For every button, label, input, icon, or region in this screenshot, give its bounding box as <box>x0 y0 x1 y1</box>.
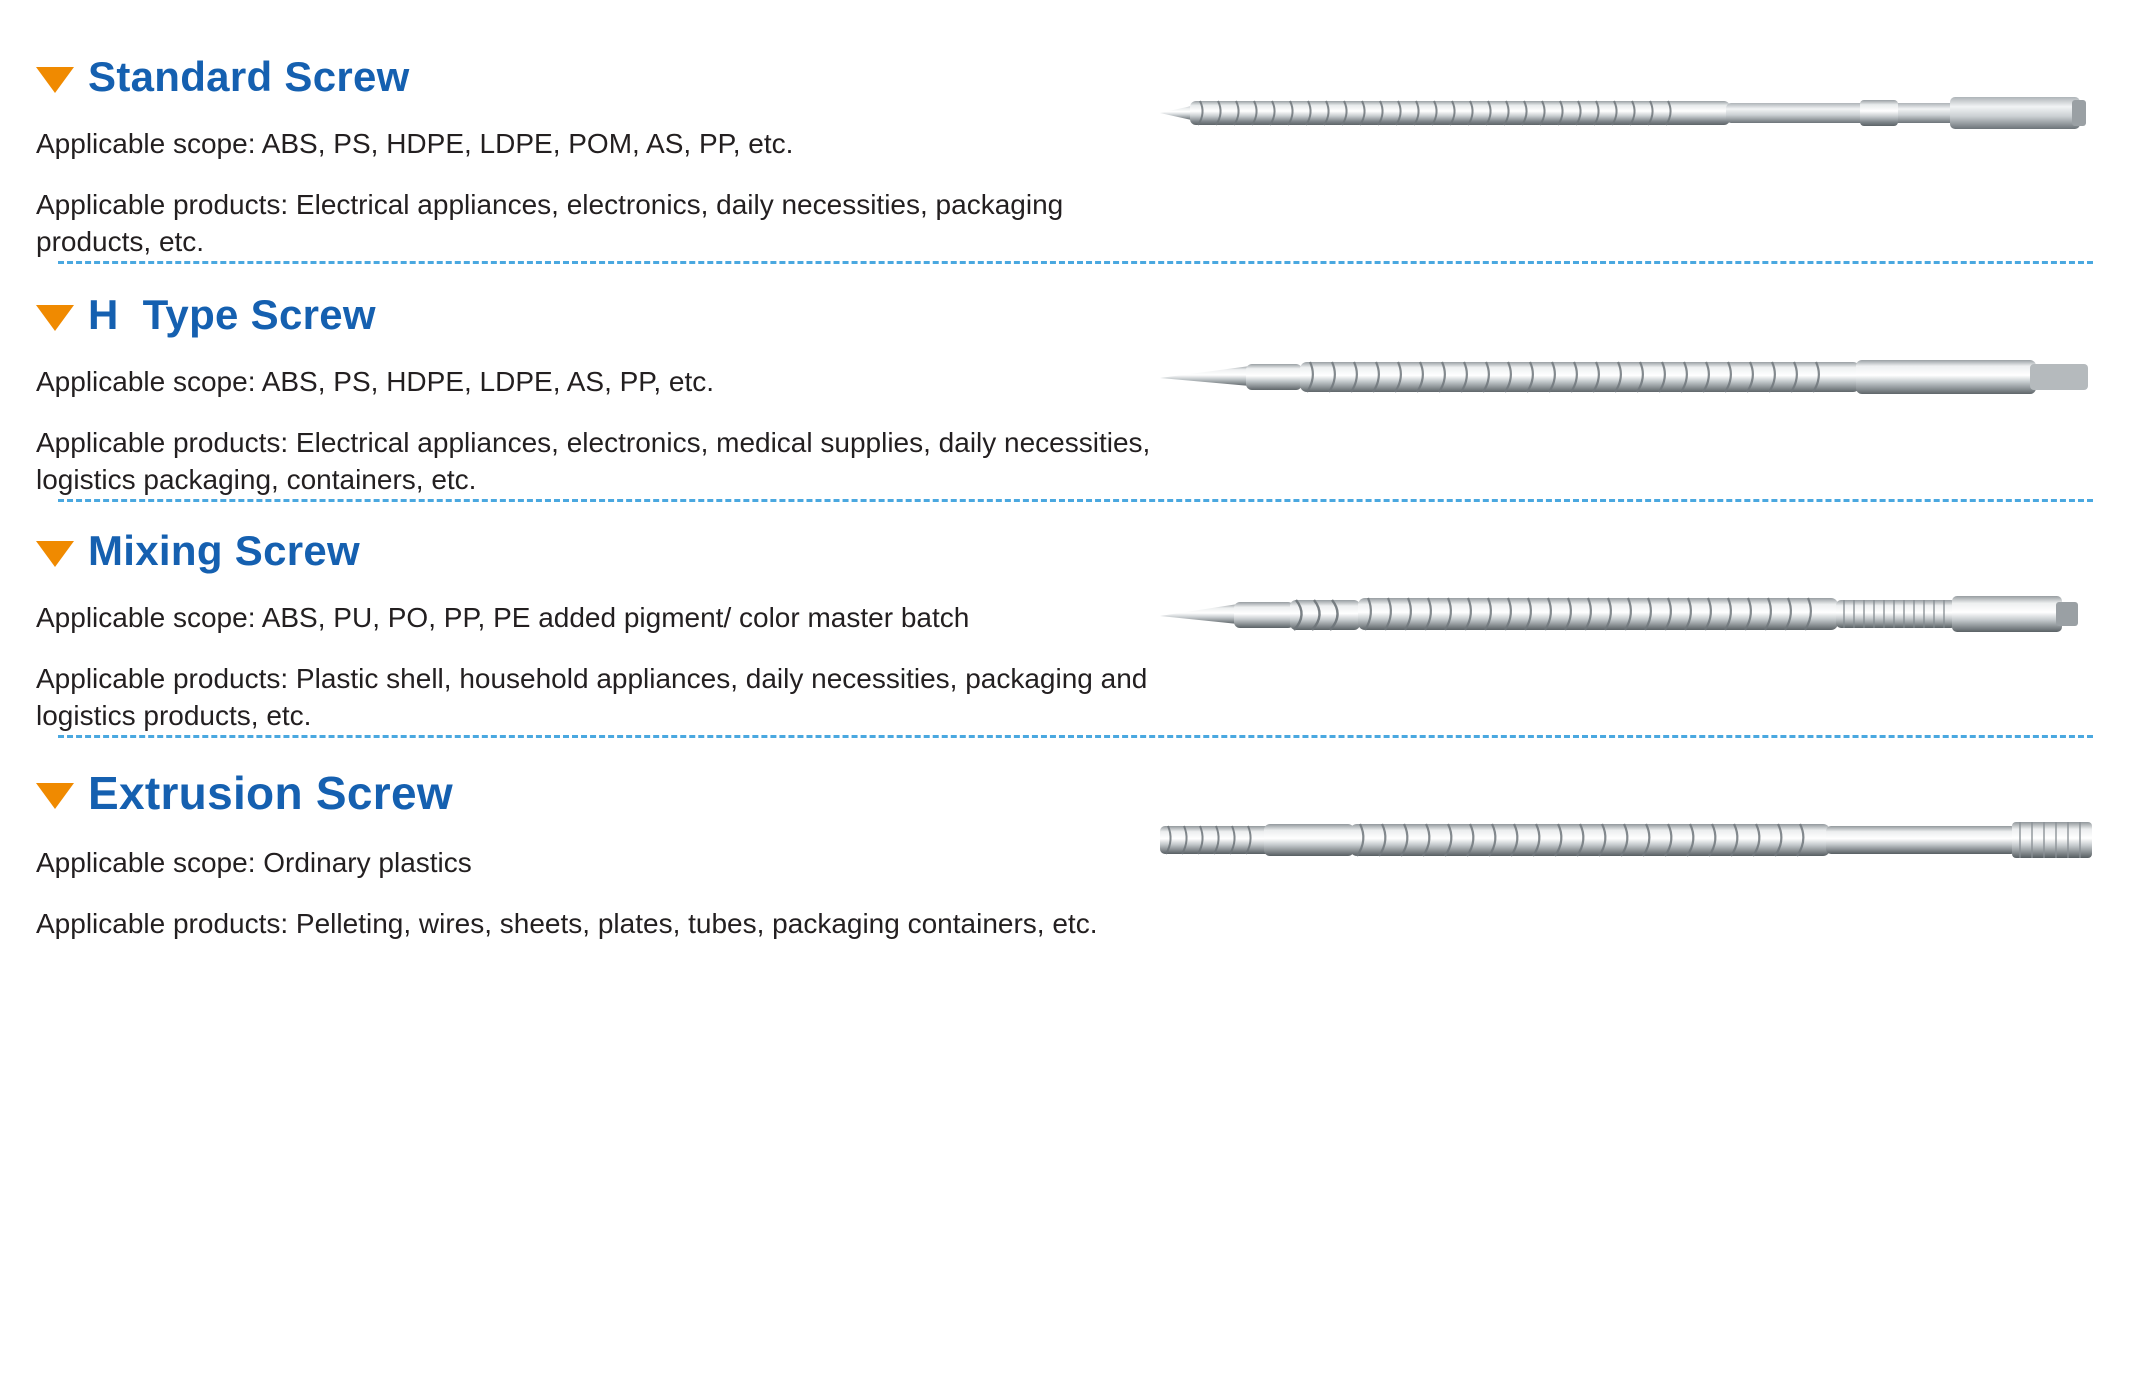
h-type-screw-graphic <box>1160 336 2120 456</box>
section-text-standard <box>0 24 1160 261</box>
triangle-down-icon <box>36 305 74 331</box>
applicable-products-text: Applicable products: Plastic shell, household appliances, daily necessities, packaging and logistics products, etc. <box>36 663 1148 732</box>
applicable-scope-text: Applicable scope: ABS, PU, PO, PP, PE added pigment/ color master batch <box>36 602 970 634</box>
heading-row-extrusion <box>36 768 1160 819</box>
standard-screw-graphic <box>1160 83 2120 203</box>
triangle-down-icon <box>36 783 74 809</box>
mixing-screw-graphic <box>1160 572 2120 692</box>
section-standard-screw <box>0 0 2150 264</box>
section-text-mixing <box>0 528 1160 735</box>
applicable-products-text: Applicable products: Electrical appliances, electronics, medical supplies, daily necessities, logistics packaging, containers, etc. <box>36 427 1151 496</box>
triangle-down-icon <box>36 541 74 567</box>
section-mixing-screw <box>0 502 2150 738</box>
section-title: Standard Screw <box>88 53 410 100</box>
triangle-down-icon <box>36 67 74 93</box>
extrusion-screw-image <box>1160 800 2150 910</box>
applicable-products-text: Applicable products: Electrical appliances, electronics, daily necessities, packaging products, etc. <box>36 189 1064 258</box>
mixing-screw-image <box>1160 572 2150 692</box>
section-title: Extrusion Screw <box>88 767 453 820</box>
section-text-extrusion <box>0 768 1160 943</box>
section-h-type-screw <box>0 264 2150 502</box>
section-title: Mixing Screw <box>88 527 361 575</box>
standard-screw-image <box>1160 83 2150 203</box>
section-extrusion-screw <box>0 738 2150 943</box>
heading-row-standard <box>36 54 1160 100</box>
h-type-screw-image <box>1160 336 2150 456</box>
heading-row-htype <box>36 292 1160 338</box>
applicable-scope-text: Applicable scope: Ordinary plastics <box>36 846 472 878</box>
applicable-scope-text: Applicable scope: ABS, PS, HDPE, LDPE, AS, PP, etc. <box>36 366 715 398</box>
section-title: H Type Screw <box>88 291 376 339</box>
heading-row-mixing <box>36 528 1160 574</box>
applicable-products-text: Applicable products: Pelleting, wires, sheets, plates, tubes, packaging containers, etc. <box>36 907 1098 939</box>
section-text-htype <box>0 292 1160 499</box>
applicable-scope-text: Applicable scope: ABS, PS, HDPE, LDPE, POM, AS, PP, etc. <box>36 128 794 160</box>
extrusion-screw-graphic <box>1160 800 2120 910</box>
